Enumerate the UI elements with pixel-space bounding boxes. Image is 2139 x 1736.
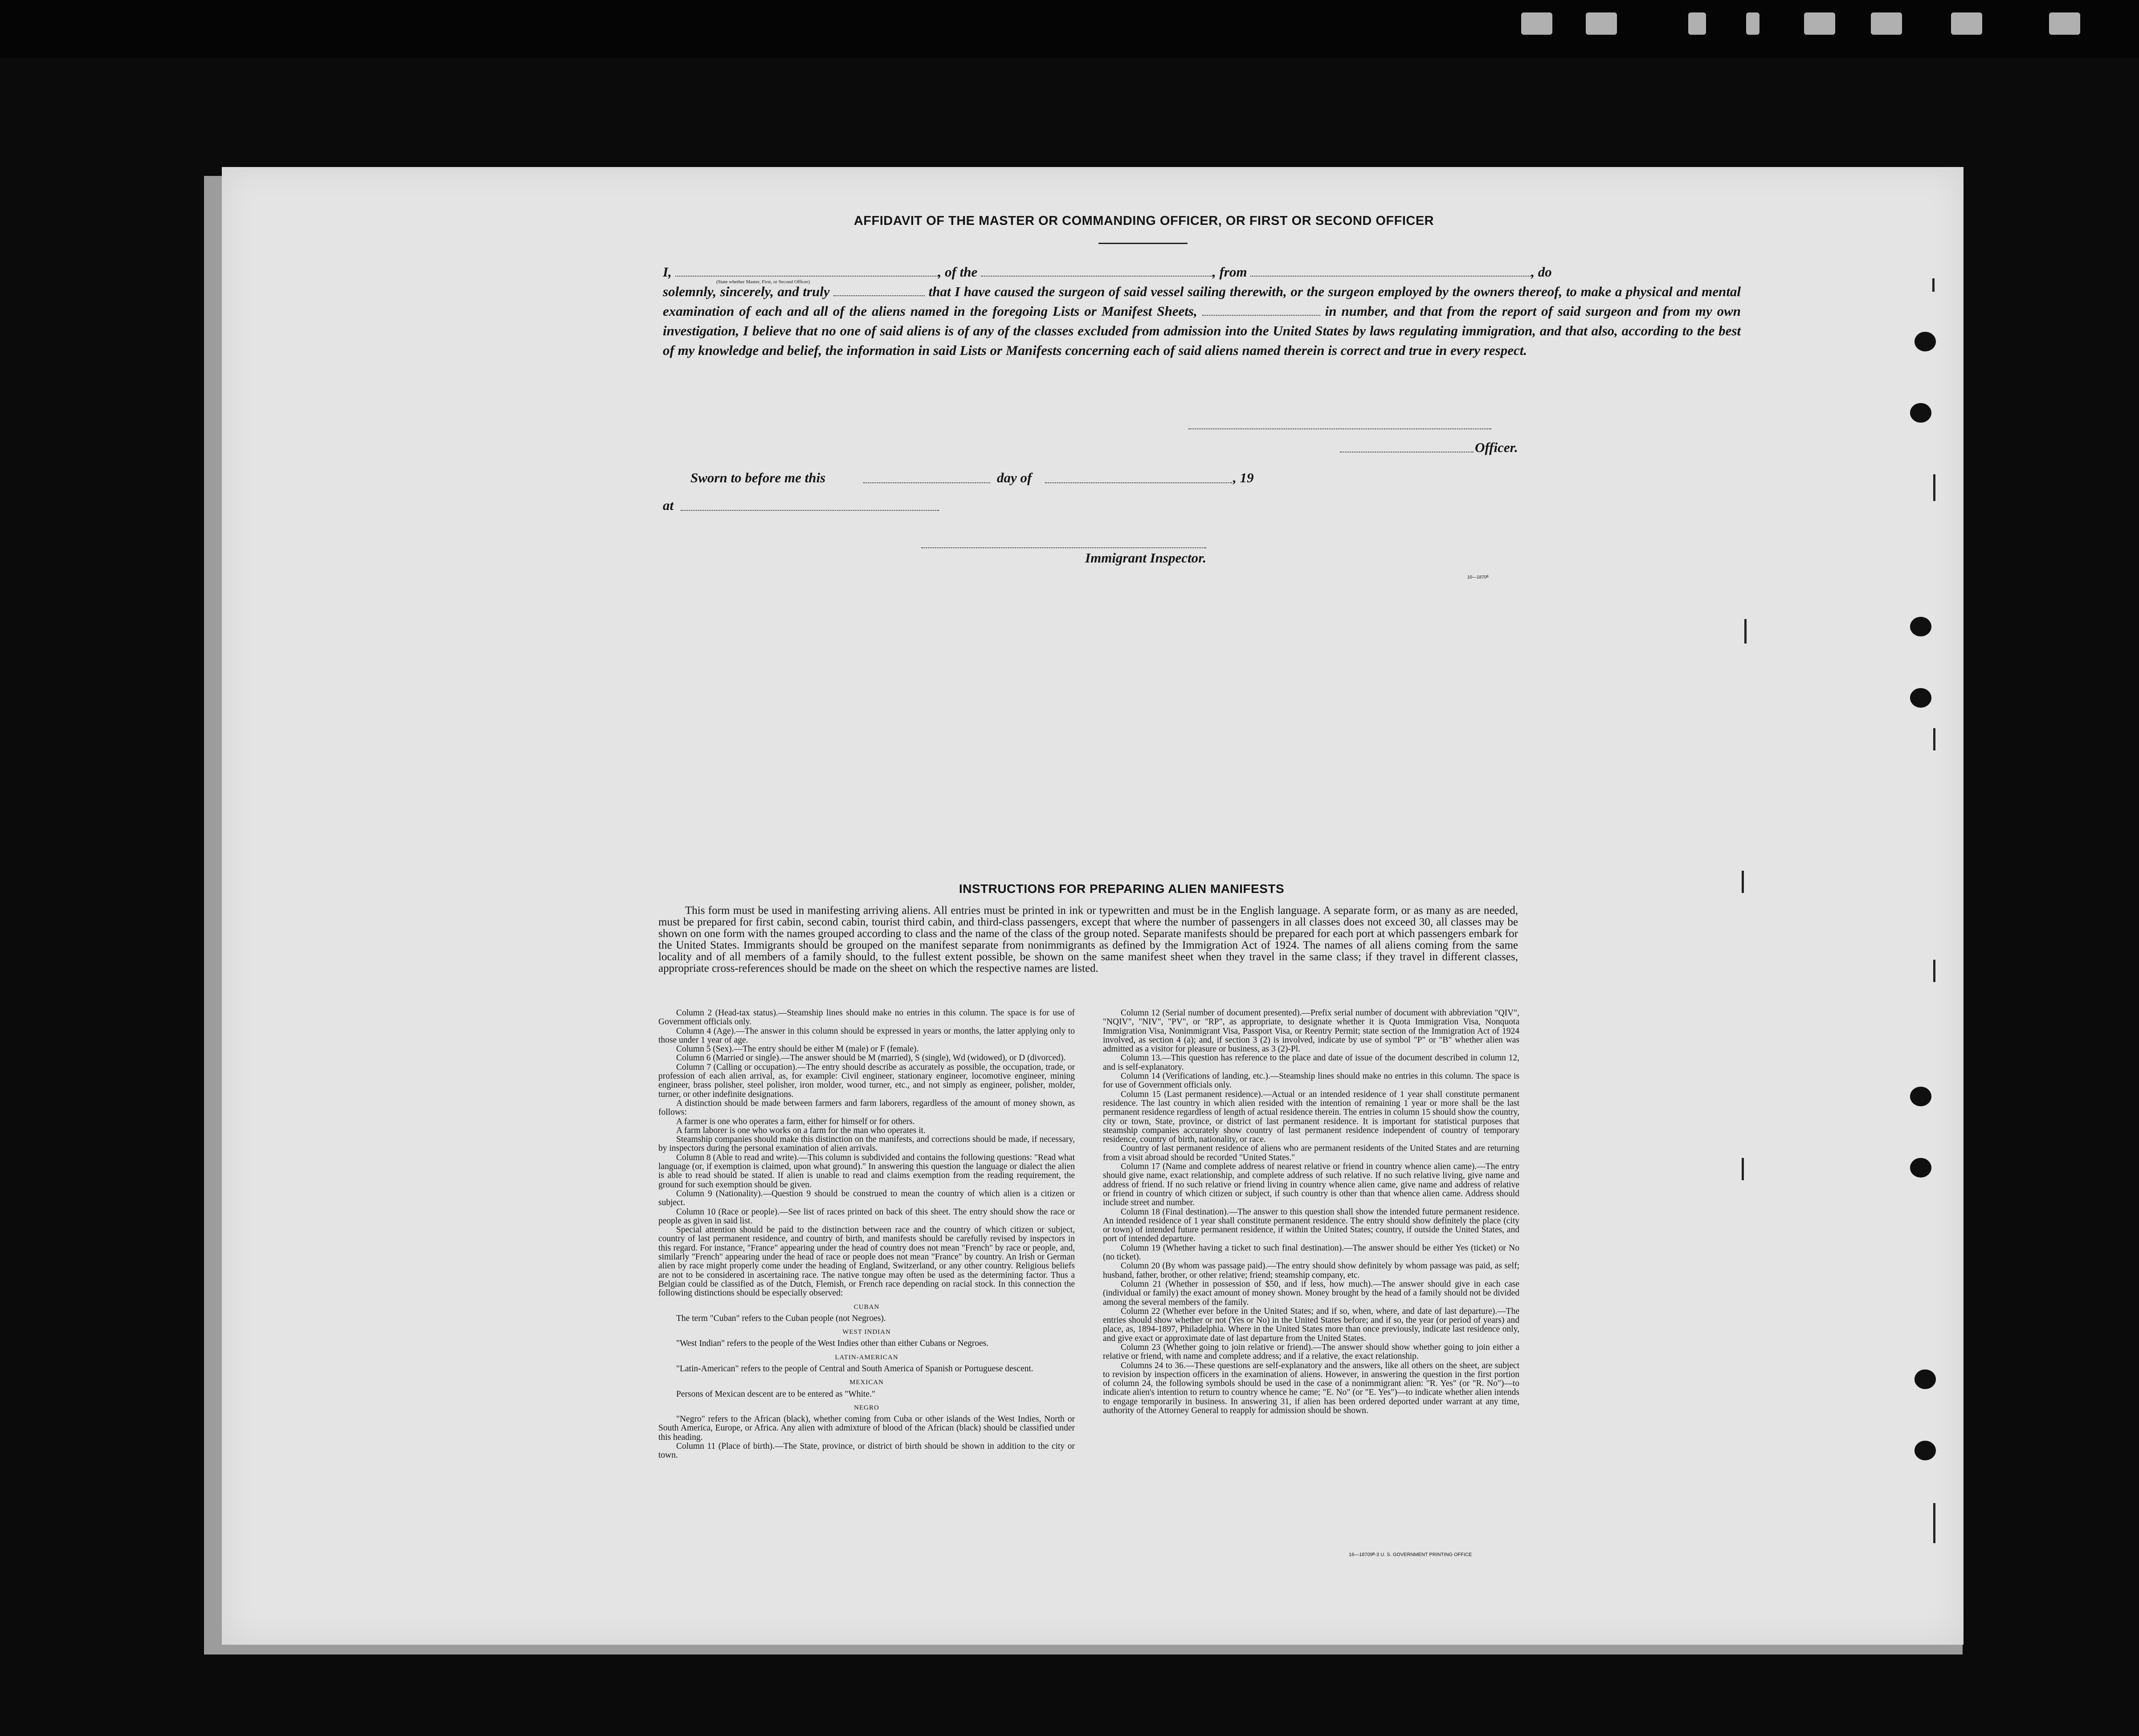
signature-line <box>1340 451 1474 452</box>
affidavit-of-the: , of the <box>938 264 978 280</box>
affidavit-paragraph-2: in number, and that from the report of said surgeon and from my own investigation, I believe that no one of said aliens is of any of the classes excluded from admission into the United States by laws regulating immigration, and that also, according to the best of my knowledge and belief, the information in said Lists or Manifests concerning each of said aliens named therein is correct and true in every respect. <box>663 303 1741 358</box>
edge-mark <box>1933 728 1935 750</box>
affidavit-title: AFFIDAVIT OF THE MASTER OR COMMANDING OFFICER, OR FIRST OR SECOND OFFICER <box>853 214 1434 228</box>
instruction-paragraph: Column 22 (Whether ever before in the United States; and if so, when, where, and date of last departure).—The entries should show whether or not (Yes or No) in the United States before; and if so, the year (or period of years) and place, as, 1894-1897, Philadelphia. Where in the United States more than once previously, indicate last residence only, and give exact or approximate date of last departure from the United States. <box>1103 1306 1519 1343</box>
instruction-paragraph: Column 6 (Married or single).—The answer should be M (married), S (single), Wd (widowed), or D (divorced). <box>676 1053 1066 1063</box>
affidavit-body <box>663 262 1741 360</box>
sworn-label: Sworn to before me this <box>690 470 826 485</box>
officer-label: Officer. <box>1475 440 1518 455</box>
instruction-paragraph: Country of last permanent residence of aliens who are permanent residents of the United States and are returning from a visit abroad should be recorded "United States." <box>1103 1144 1519 1162</box>
instruction-paragraph: Column 9 (Nationality).—Question 9 should be construed to mean the country of which alien is a citizen or subject. <box>658 1189 1075 1208</box>
punch-hole <box>1910 1087 1931 1106</box>
sworn-day-blank <box>863 481 990 483</box>
instructions-right-column <box>1103 1009 1519 1415</box>
punch-hole <box>1914 332 1936 351</box>
edge-mark <box>1933 960 1935 982</box>
edge-mark <box>1933 474 1935 501</box>
film-sprocket <box>1746 12 1759 35</box>
vessel-name-blank <box>981 264 1212 277</box>
affidavit-i: I, <box>663 264 672 280</box>
column-11-text: Column 11 (Place of birth).—The State, province, or district of birth should be shown in addition to the city or town. <box>658 1442 1075 1460</box>
instruction-paragraph: Steamship companies should make this distinction on the manifests, and corrections should be made, if necessary, by inspectors during the personal examination of alien arrivals. <box>658 1135 1075 1153</box>
latin-american-text: "Latin-American" refers to the people of Central and South America of Spanish or Portuguese descent. <box>676 1364 1033 1373</box>
instruction-paragraph: Column 23 (Whether going to join relative or friend).—The answer should show whether going to join either a relative or friend, with name and complete address; and if a relative, the exact relationship. <box>1103 1342 1519 1361</box>
instructions-left-column <box>658 1009 1075 1460</box>
inspector-signature-line <box>921 546 1206 548</box>
film-edge <box>0 0 2139 58</box>
west-indian-heading: WEST INDIAN <box>842 1328 891 1336</box>
title-rule <box>1098 243 1188 244</box>
instruction-paragraph: Column 21 (Whether in possession of $50, and if less, how much).—The answer should give in each case (individual or family) the exact amount of money shown. Money brought by the head of a family should not be divided among the several members of the family. <box>1103 1279 1519 1307</box>
instruction-paragraph: A farm laborer is one who works on a farm for the man who operates it. <box>676 1125 926 1135</box>
day-of-label: day of <box>997 470 1032 485</box>
printing-office-footer: 16—18709ᴮ-3 U. S. GOVERNMENT PRINTING OFFICE <box>1349 1552 1472 1557</box>
edge-mark <box>1933 1503 1935 1543</box>
at-label: at <box>663 497 674 513</box>
edge-mark <box>1742 1158 1744 1180</box>
west-indian-text: "West Indian" refers to the people of the West Indies other than either Cubans or Negroes. <box>676 1339 989 1349</box>
edge-mark <box>1742 871 1744 893</box>
edge-mark <box>1744 619 1747 644</box>
negro-heading: NEGRO <box>854 1404 879 1411</box>
instruction-paragraph: Column 2 (Head-tax status).—Steamship lines should make no entries in this column. The space is for use of Government officials only. <box>658 1008 1075 1027</box>
film-sprocket <box>1951 12 1982 35</box>
affidavit-from: , from <box>1212 264 1247 280</box>
punch-hole <box>1914 1441 1936 1460</box>
affidavit-solemnly: solemnly, sincerely, and truly <box>663 284 830 299</box>
instruction-paragraph: A farmer is one who operates a farm, either for himself or for others. <box>676 1117 915 1126</box>
film-sprocket <box>2049 12 2080 35</box>
instruction-paragraph: Column 15 (Last permanent residence).—Actual or an intended residence of 1 year shall constitute permanent residence. The last country in which alien resided with the intention of remaining 1 year or more shall be the last permanent residence regardless of length of actual residence therein. The entries in column 15 should show the country, city or town, State, province, or district of last permanent residence. It is important for statistical purposes that steamship companies accurately show country of last permanent residence independent of country of temporary residence, country of birth, nationality, or race. <box>1103 1089 1519 1145</box>
cuban-text: The term "Cuban" refers to the Cuban people (not Negroes). <box>676 1313 886 1323</box>
punch-hole <box>1910 1158 1931 1178</box>
punch-hole <box>1910 403 1931 423</box>
instruction-paragraph: Column 18 (Final destination).—The answer to this question shall show the intended future permanent residence. An intended residence of 1 year shall constitute permanent residence. The entry should show definitely the place (city or town) of intended future permanent residence, if within the United States; country, if outside the United States, and port of intended departure. <box>1103 1207 1519 1244</box>
instruction-paragraph: Column 13.—This question has reference to the place and date of issue of the document described in column 12, and is self-explanatory. <box>1103 1053 1519 1072</box>
instructions-title: INSTRUCTIONS FOR PREPARING ALIEN MANIFESTS <box>959 882 1285 896</box>
port-blank <box>1250 264 1531 277</box>
instruction-paragraph: Column 5 (Sex).—The entry should be either M (male) or F (female). <box>676 1044 919 1054</box>
instruction-paragraph: Columns 24 to 36.—These questions are self-explanatory and the answers, like all others on the sheet, are subject to revision by inspection officers in the examination of aliens. However, in answering the question in the first portion of column 24, the following symbols should be used in the case of a nonimmigrant alien: "R. Yes" (or "R. No")—to indicate alien's intention to return to country whence he came; "E. No" (or "E. Yes")—to indicate whether alien intends to engage temporarily in business. In answering 31, if alien has been ordered deported under warrant at any time, authority of the Attorney General to reapply for admission should be shown. <box>1103 1361 1519 1416</box>
punch-hole <box>1910 617 1931 636</box>
sworn-place-blank <box>681 509 939 511</box>
film-sprocket <box>1871 12 1902 35</box>
film-sprocket <box>1804 12 1835 35</box>
latin-american-heading: LATIN-AMERICAN <box>835 1353 898 1361</box>
instruction-paragraph: Column 7 (Calling or occupation).—The entry should describe as accurately as possible, the occupation, trade, or profession of each alien arrival, as, for example: Civil engineer, stationary engineer, locomotive engineer, mining engineer, brass polisher, steel polisher, iron molder, wood turner, etc., and not simply as engineer, polisher, molder, turner, or other indefinite designations. <box>658 1062 1075 1099</box>
sworn-month-blank <box>1045 481 1232 483</box>
form-number: 10—1870ᴮ <box>1467 575 1489 580</box>
instruction-paragraph: Column 12 (Serial number of document presented).—Prefix serial number of document with abbreviation "QIV", "NQIV", "NIV", "PV", or "RP", as appropriate, to designate whether it is Quota Immigration Visa, Nonquota Immigration Visa, Nonimmigrant Visa, Passport Visa, or Reentry Permit; state section of the Immigration Act of 1924 involved, as section 4 (a); and, if section 3 (2) is involved, indicate by use of symbol "P" or "B" whether alien was admitted as a visitor for pleasure or business, as 3 (2)-Pl. <box>1103 1008 1519 1054</box>
punch-hole <box>1914 1369 1936 1389</box>
cuban-heading: CUBAN <box>853 1303 880 1311</box>
document-page <box>222 167 1963 1645</box>
inspector-label: Immigrant Inspector. <box>1085 550 1207 566</box>
mexican-heading: MEXICAN <box>849 1379 884 1386</box>
instruction-paragraph: Column 19 (Whether having a ticket to such final destination).—The answer should be either Yes (ticket) or No (no ticket). <box>1103 1243 1519 1262</box>
signature-line <box>1188 428 1491 429</box>
instruction-paragraph: Column 8 (Able to read and write).—This column is subdivided and contains the following questions: "Read what language (or, if exemption is claimed, upon what ground)." In answering this question the language or dialect the alien is able to read should be stated. If alien is unable to read and claims exemption from the reading requirement, the ground for such exemption should be given. <box>658 1153 1075 1190</box>
instruction-paragraph: Column 17 (Name and complete address of nearest relative or friend in country whence alien came).—The entry should give name, exact relationship, and complete address of such relative. If no such relative living, give name and address of friend. If no such relative or friend living in country whence alien came, give name and address of relative or friend in country of which citizen or subject, if such country is other than that whence alien came. Address should include street and number. <box>1103 1162 1519 1208</box>
film-sprocket <box>1521 12 1552 35</box>
instruction-paragraph: Column 20 (By whom was passage paid).—The entry should show definitely by whom passage was paid, as self; husband, father, brother, or other relative; friend; steamship company, etc. <box>1103 1261 1519 1280</box>
mexican-text: Persons of Mexican descent are to be entered as "White." <box>676 1389 875 1399</box>
film-sprocket <box>1586 12 1617 35</box>
year-label: , 19 <box>1233 470 1254 485</box>
instruction-paragraph: Special attention should be paid to the distinction between race and the country of which citizen or subject, country of last permanent residence, and country of birth, and manifests should be carefully revised by inspectors in this regard. For instance, "France" appearing under the head of country does not mean "French" by race or people, and, similarly "French" appearing under the head of race or people does not mean "France" by country. An Irish or German alien by race might properly come under the heading of England, Switzerland, or any other country. Religious beliefs are not to be considered in ascertaining race. The native tongue may often be used as the determining factor. Thus a Belgian could be classified as of the Dutch, Flemish, or French race depending on racial stock. In this connection the following distinctions should be especially observed: <box>658 1225 1075 1298</box>
officer-rank-blank <box>675 264 938 277</box>
sheet-count-blank <box>1202 303 1320 316</box>
instruction-paragraph: Column 10 (Race or people).—See list of races printed on back of this sheet. The entry should show the race or people as given in said list. <box>658 1207 1075 1226</box>
affidavit-do: , do <box>1531 264 1552 280</box>
affidavit-paragraph-1: that I have caused the surgeon of said vessel sailing therewith, or the surgeon employed by the owners thereof, to make a physical and mental examination of each and all of the aliens named in the foregoing Lists or Manifest Sheets, <box>663 284 1741 319</box>
instructions-intro: This form must be used in manifesting arriving aliens. All entries must be printed in ink or typewritten and must be in the English language. A separate form, or as many as are needed, must be prepared for first cabin, second cabin, tourist third cabin, and third-class passengers, except that where the number of passengers in all classes does not exceed 30, all classes may be shown on one form with the names grouped according to class and the name of the class of the group noted. Separate manifests should be prepared for each port at which passengers embark for the United States. Immigrants should be grouped on the manifest separate from nonimmigrants as defined by the Immigration Act of 1924. The names of all aliens coming from the same locality and of all members of a family should, to the fullest extent possible, be shown on the same manifest sheet when they travel in the same class; if they travel in different classes, appropriate cross-references should be made on the sheet on which the respective names are listed. <box>658 905 1518 974</box>
oath-blank <box>833 284 925 296</box>
punch-hole <box>1910 688 1931 708</box>
edge-mark <box>1932 278 1935 292</box>
instruction-paragraph: A distinction should be made between farmers and farm laborers, regardless of the amount of money shown, as follows: <box>658 1098 1075 1117</box>
rank-note: (State whether Master, First, or Second Officer) <box>716 279 810 285</box>
instruction-paragraph: Column 4 (Age).—The answer in this column should be expressed in years or months, the latter applying only to those under 1 year of age. <box>658 1026 1075 1045</box>
negro-text: "Negro" refers to the African (black), whether coming from Cuba or other islands of the West Indies, North or South America, Europe, or Africa. Any alien with admixture of blood of the African (black) should be classified under this heading. <box>658 1414 1075 1442</box>
instruction-paragraph: Column 14 (Verifications of landing, etc.).—Steamship lines should make no entries in this column. The space is for use of Government officials only. <box>1103 1072 1519 1090</box>
film-sprocket <box>1688 12 1706 35</box>
